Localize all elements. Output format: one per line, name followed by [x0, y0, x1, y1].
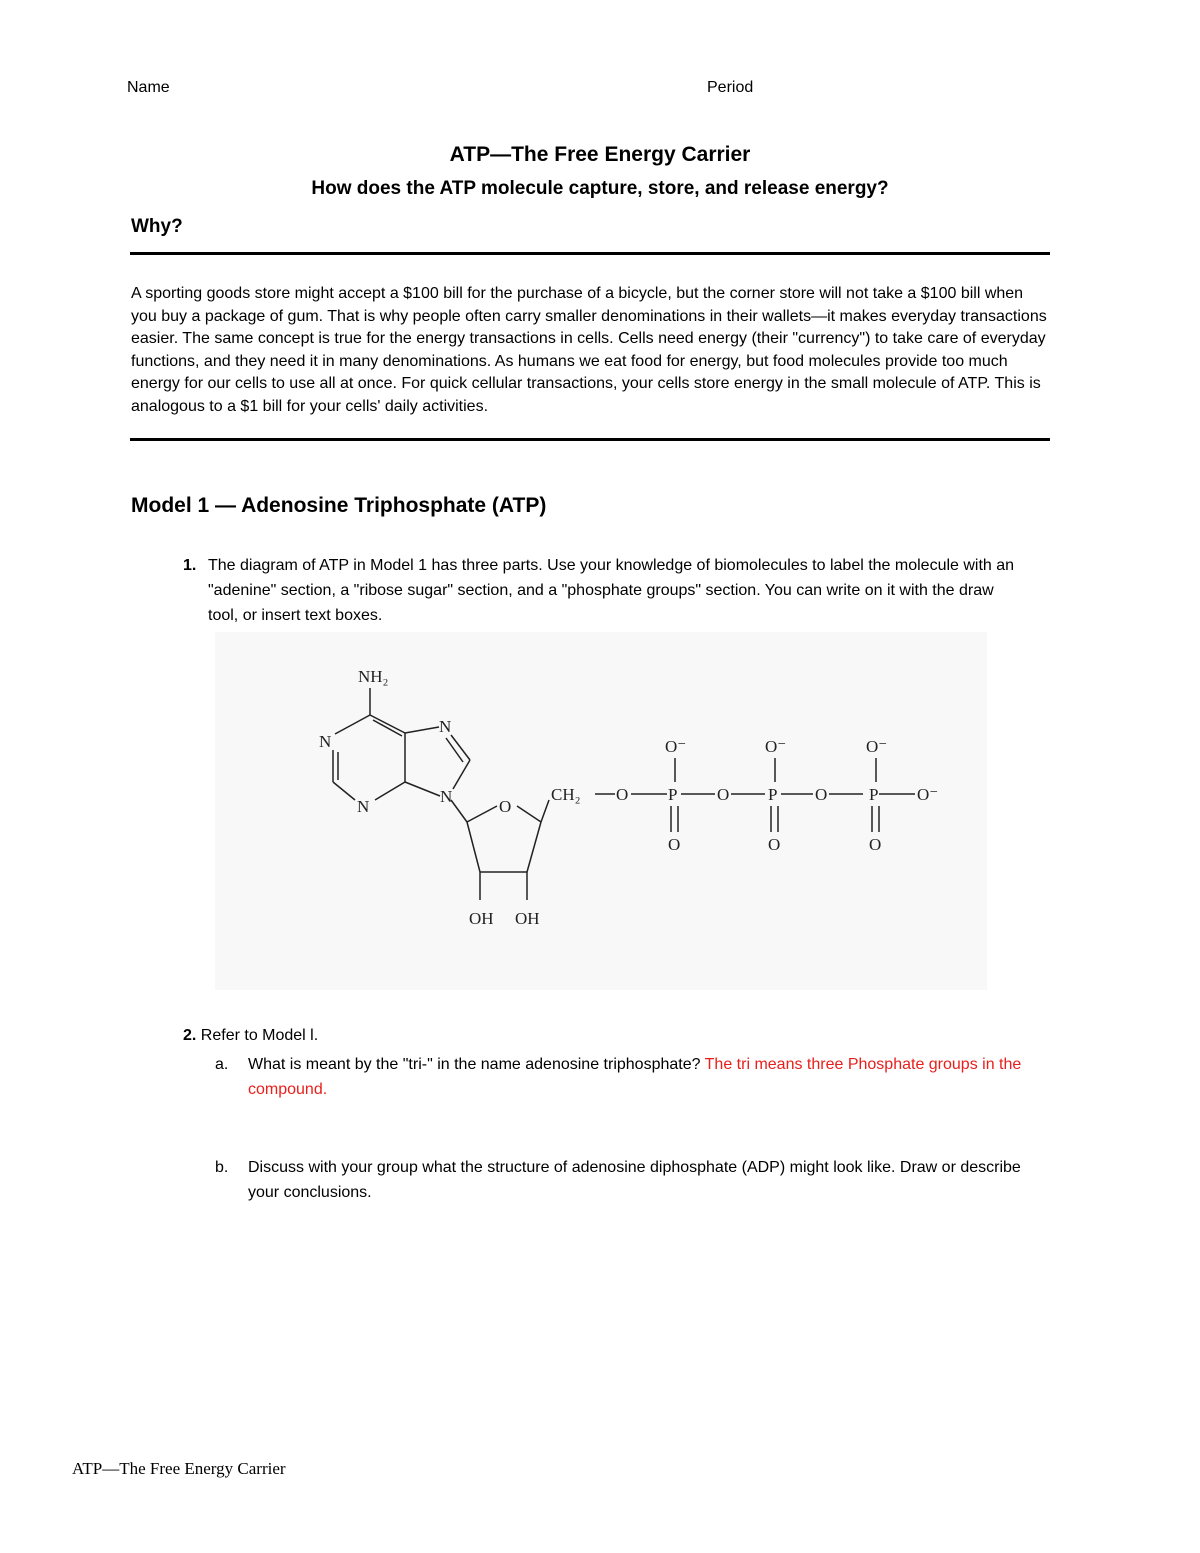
question-2a-answer: The tri means three Phosphate groups in the compound. — [248, 1056, 1022, 1098]
question-2 — [183, 1027, 318, 1045]
question-2b-text: Discuss with your group what the structure of adenosine diphosphate (ADP) might look like. Draw or describe your conclusions. — [248, 1159, 1021, 1201]
label-o-link-3: O — [815, 785, 828, 804]
question-1-number: 1. — [183, 557, 197, 574]
intro-paragraph: A sporting goods store might accept a $100 bill for the purchase of a bicycle, but the corner store will not take a $100 bill when you buy a package of gum. That is why people often carry smaller denominations in their wallets—it makes everyday transactions easier. The same concept is true for the energy transactions in cells. Cells need energy (their "currency") to take care of everyday functions, and they need it in many denominations. As humans we eat food for energy, but food molecules provide too much energy for our cells to use all at once. For quick cellular transactions, your cells store energy in the small molecule of ATP. This is analogous to a $1 bill for your cells' daily activities. — [131, 285, 1047, 415]
label-o-link-2: O — [717, 785, 730, 804]
label-o-double-2: O — [768, 835, 781, 854]
question-2b-letter: b. — [215, 1159, 229, 1176]
label-p-2: P — [768, 785, 778, 804]
bottom-divider — [130, 438, 1050, 441]
label-n-top: N — [439, 717, 452, 736]
label-oh-right: OH — [515, 909, 540, 928]
label-p-1: P — [668, 785, 678, 804]
label-n-bottom: N — [357, 797, 370, 816]
label-o-minus-2: O⁻ — [765, 737, 787, 756]
why-heading: Why? — [131, 216, 183, 237]
label-oh-left: OH — [469, 909, 494, 928]
question-1-text: The diagram of ATP in Model 1 has three parts. Use your knowledge of biomolecules to label the molecule with an "adenine" section, a "ribose sugar" section, and a "phosphate groups" section. You can write on it with the draw tool, or insert text boxes. — [208, 557, 1015, 624]
page-title: ATP—The Free Energy Carrier — [449, 143, 751, 166]
label-n-left: N — [319, 732, 332, 751]
label-n-glyco: N — [440, 787, 453, 806]
question-1 — [183, 553, 1015, 624]
model-1-heading: Model 1 — Adenosine Triphosphate (ATP) — [131, 494, 547, 517]
label-o-double-3: O — [869, 835, 882, 854]
label-p-3: P — [869, 785, 879, 804]
label-o-minus-1: O⁻ — [665, 737, 687, 756]
label-o-minus-3: O⁻ — [866, 737, 888, 756]
atp-structure-svg — [215, 632, 987, 990]
label-ch2: CH₂ — [551, 785, 581, 804]
page-footer: ATP—The Free Energy Carrier — [72, 1459, 286, 1478]
label-ring-o: O — [499, 797, 512, 816]
label-o-double-1: O — [668, 835, 681, 854]
question-2a-letter: a. — [215, 1056, 229, 1073]
question-2-text: Refer to Model l. — [200, 1027, 319, 1044]
atp-diagram — [215, 632, 987, 990]
label-nh2: NH₂ — [358, 667, 389, 686]
name-label: Name — [127, 79, 170, 96]
label-o-link-1: O — [616, 785, 629, 804]
label-o-minus-end: O⁻ — [917, 785, 939, 804]
question-2a-text: What is meant by the "tri-" in the name adenosine triphosphate? — [248, 1056, 701, 1073]
period-label: Period — [707, 79, 754, 96]
page-subtitle: How does the ATP molecule capture, store, and release energy? — [311, 178, 889, 199]
question-2-number: 2. — [183, 1027, 197, 1044]
top-divider — [130, 252, 1050, 255]
